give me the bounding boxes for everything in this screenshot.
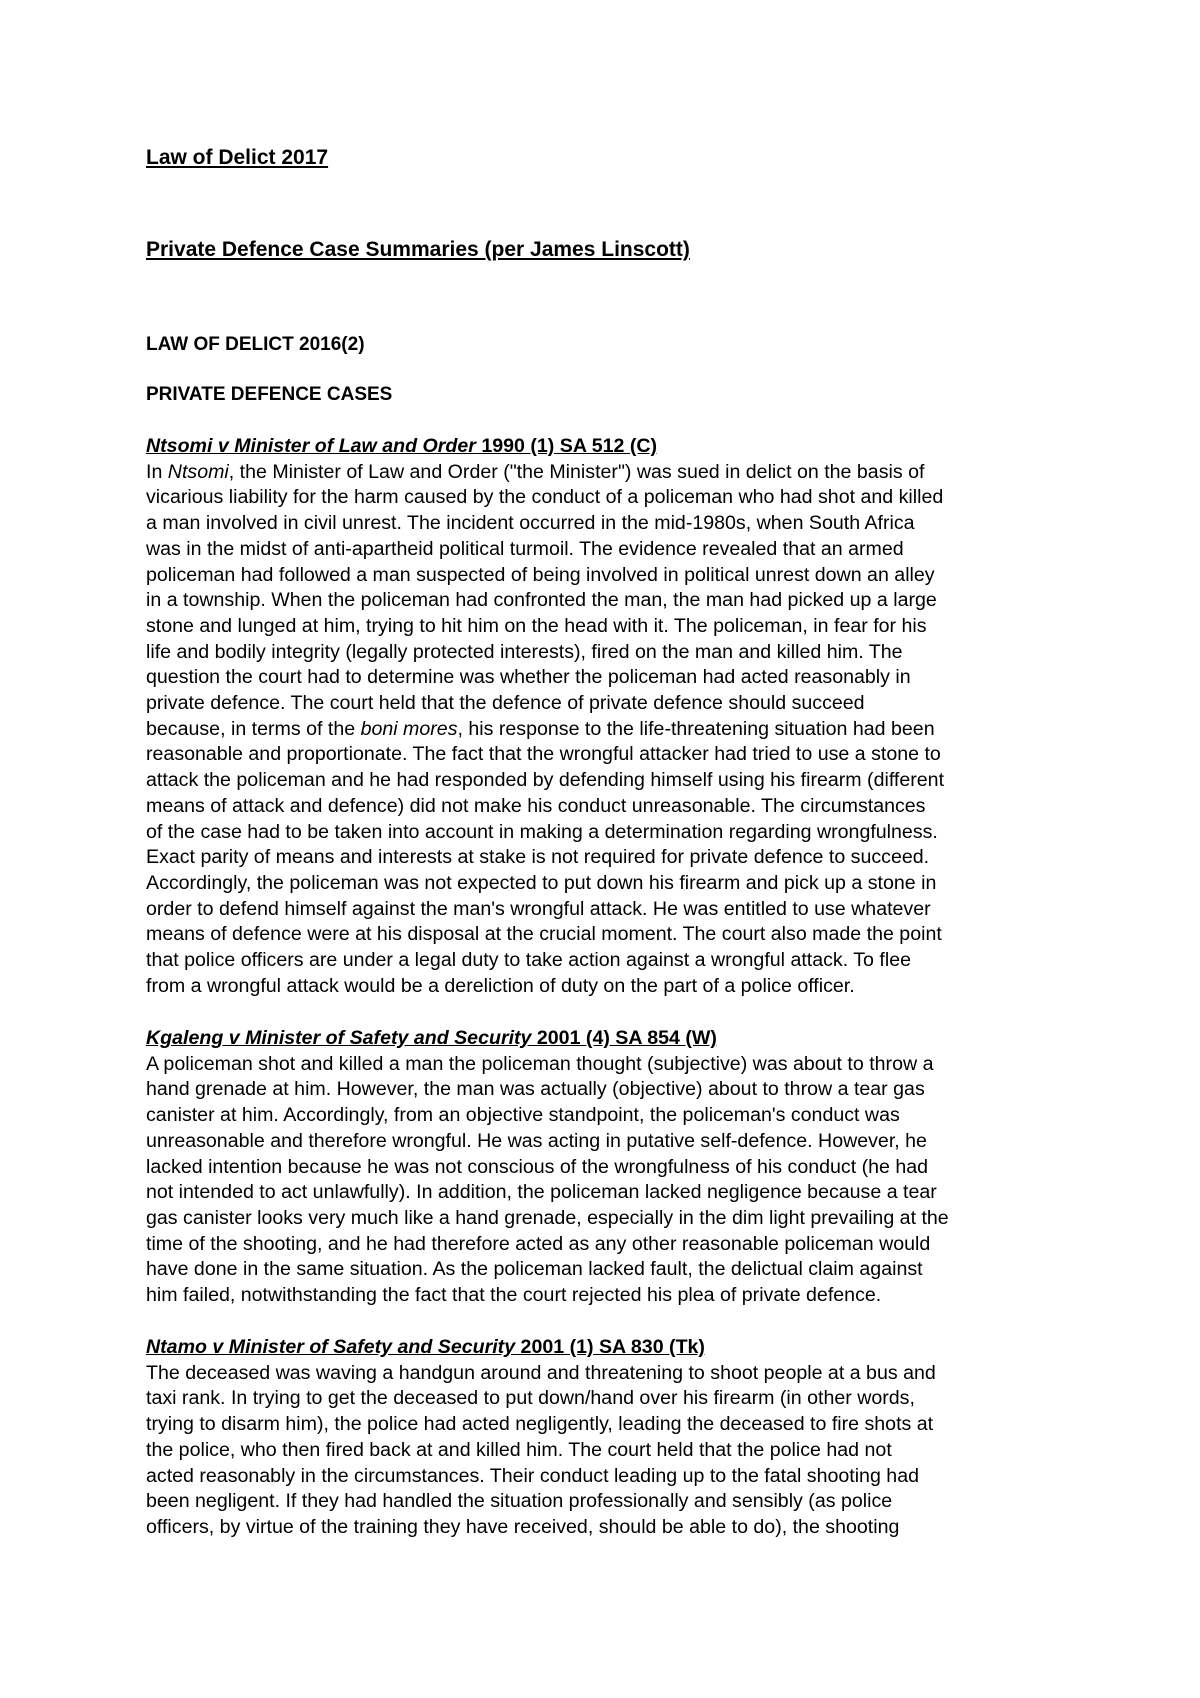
body-line: Accordingly, the policeman was not expected to put down his firearm and pick up a stone in xyxy=(146,871,937,894)
body-line: officers, by virtue of the training they have received, should be able to do), the shooting xyxy=(146,1515,900,1538)
italic-term: boni mores xyxy=(360,717,458,740)
body-line: means of defence were at his disposal at the crucial moment. The court also made the point xyxy=(146,923,942,946)
body-line: lacked intention because he was not conscious of the wrongfulness of his conduct (he had xyxy=(146,1155,929,1178)
body-line: was in the midst of anti-apartheid political turmoil. The evidence revealed that an armed xyxy=(146,537,904,560)
line-fragment: , the Minister of Law and Order ("the Minister") was sued in delict on the basis of xyxy=(228,460,925,483)
section-heading-2016: LAW OF DELICT 2016(2) xyxy=(146,334,365,355)
body-line: question the court had to determine was whether the policeman had acted reasonably in xyxy=(146,666,911,689)
case-body xyxy=(146,460,1066,1000)
section-heading-cases: PRIVATE DEFENCE CASES xyxy=(146,384,393,405)
case-name: Ntsomi v Minister of Law and Order xyxy=(146,435,476,457)
body-line: that police officers are under a legal duty to take action against a wrongful attack. To flee xyxy=(146,949,911,972)
body-line: canister at him. Accordingly, from an objective standpoint, the policeman's conduct was xyxy=(146,1104,900,1127)
case-citation: 2001 (4) SA 854 (W) xyxy=(531,1027,717,1049)
document-subtitle: Private Defence Case Summaries (per James Linscott) xyxy=(146,238,690,261)
body-line: stone and lunged at him, trying to hit him on the head with it. The policeman, in fear for his xyxy=(146,614,927,637)
body-line: unreasonable and therefore wrongful. He was acting in putative self-defence. However, he xyxy=(146,1129,927,1152)
case-body xyxy=(146,1052,1066,1309)
line-fragment: In xyxy=(146,460,168,483)
body-line xyxy=(146,460,1066,486)
body-line: time of the shooting, and he had therefore acted as any other reasonable policeman would xyxy=(146,1232,931,1255)
body-line: order to defend himself against the man's wrongful attack. He was entitled to use whatever xyxy=(146,897,931,920)
case-heading xyxy=(146,1026,1066,1052)
body-line: attack the policeman and he had responded by defending himself using his firearm (different xyxy=(146,769,945,792)
line-fragment: because, in terms of the xyxy=(146,717,361,740)
case-citation: 2001 (1) SA 830 (Tk) xyxy=(515,1336,705,1358)
case-heading xyxy=(146,434,1066,460)
body-line: the police, who then fired back at and killed him. The court held that the police had not xyxy=(146,1438,892,1461)
body-line: private defence. The court held that the defence of private defence should succeed xyxy=(146,692,865,715)
body-line: of the case had to be taken into account in making a determination regarding wrongfulness. xyxy=(146,820,938,843)
body-line: The deceased was waving a handgun around and threatening to shoot people at a bus and xyxy=(146,1361,936,1384)
body-line: have done in the same situation. As the policeman lacked fault, the delictual claim against xyxy=(146,1258,923,1281)
case-body xyxy=(146,1361,1066,1541)
document-title: Law of Delict 2017 xyxy=(146,146,329,169)
body-line: reasonable and proportionate. The fact that the wrongful attacker had tried to use a stone to xyxy=(146,743,941,766)
body-line: gas canister looks very much like a hand grenade, especially in the dim light prevailing at the xyxy=(146,1206,949,1229)
body-line: Exact parity of means and interests at stake is not required for private defence to succeed. xyxy=(146,846,930,869)
body-line: a man involved in civil unrest. The incident occurred in the mid-1980s, when South Africa xyxy=(146,512,915,535)
case-name: Kgaleng v Minister of Safety and Security xyxy=(146,1027,532,1049)
case-summary xyxy=(146,1026,1066,1309)
body-line: him failed, notwithstanding the fact that the court rejected his plea of private defence. xyxy=(146,1284,882,1307)
body-line: policeman had followed a man suspected of being involved in political unrest down an alley xyxy=(146,563,935,586)
body-line: acted reasonably in the circumstances. Their conduct leading up to the fatal shooting had xyxy=(146,1464,919,1487)
body-line: not intended to act unlawfully). In addition, the policeman lacked negligence because a tear xyxy=(146,1181,937,1204)
case-citation: 1990 (1) SA 512 (C) xyxy=(475,435,658,457)
body-line: trying to disarm him), the police had acted negligently, leading the deceased to fire shots at xyxy=(146,1413,934,1436)
body-line xyxy=(146,717,1066,743)
italic-term: Ntsomi xyxy=(167,460,229,483)
body-line: taxi rank. In trying to get the deceased to put down/hand over his firearm (in other words, xyxy=(146,1387,915,1410)
body-line: vicarious liability for the harm caused by the conduct of a policeman who had shot and killed xyxy=(146,486,944,509)
body-line: been negligent. If they had handled the situation professionally and sensibly (as police xyxy=(146,1490,893,1513)
case-name: Ntamo v Minister of Safety and Security xyxy=(146,1336,516,1358)
line-fragment: , his response to the life-threatening situation had been xyxy=(457,717,935,740)
case-summary xyxy=(146,1335,1066,1541)
body-line: in a township. When the policeman had confronted the man, the man had picked up a large xyxy=(146,589,937,612)
body-line: means of attack and defence) did not make his conduct unreasonable. The circumstances xyxy=(146,794,926,817)
body-line: A policeman shot and killed a man the policeman thought (subjective) was about to throw a xyxy=(146,1052,934,1075)
case-heading xyxy=(146,1335,1066,1361)
body-line: from a wrongful attack would be a dereliction of duty on the part of a police officer. xyxy=(146,974,855,997)
body-line: life and bodily integrity (legally protected interests), fired on the man and killed him. The xyxy=(146,640,903,663)
case-summary xyxy=(146,434,1066,999)
body-line: hand grenade at him. However, the man was actually (objective) about to throw a tear gas xyxy=(146,1078,925,1101)
